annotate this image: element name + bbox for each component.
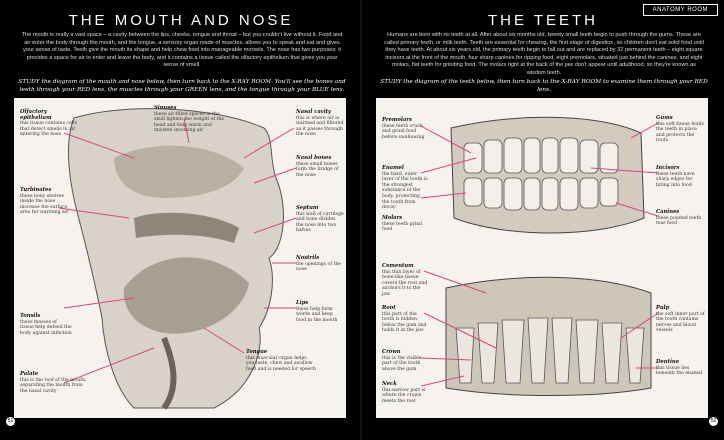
intro-text: Humans are born with no teeth at all. After about six months old, twenty small teeth begin to push through the gums. These are called primary teeth, or milk teeth. Teeth are essential for chewing, the first stage of digestion, so children don't eat solid food until they have teeth. At about six years old, the primary teeth begin to fall out and are replaced by 32 permanent teeth – eight square incisors at the front of the mouth, four sharp canines for ripping food, eight premolars, situated just behind the canines, and eight molars, flat teeth for grinding food. The molars right at the back of the jaw don't appear until adulthood, so they're known as wisdom teeth. — [384, 32, 704, 76]
label-lips: Lips these help form words and keep food in the mouth — [296, 300, 338, 323]
label-nostrils: Nostrils the openings of the nose — [296, 255, 342, 273]
right-page — [362, 0, 724, 440]
label-cementum: Cementum this thin layer of bone-like tissue covers the root and anchors it to the jaw — [382, 263, 428, 297]
label-sinuses: Sinuses these air-filled spaces in the skull lighten the weight of the head and help warm and moisten incoming air — [154, 105, 225, 134]
label-incisors: Incisors these teeth have sharp edges for biting into food — [656, 165, 695, 188]
label-pulp: Pulp the soft inner part of the tooth contains nerves and blood vessels — [656, 305, 705, 334]
label-olfactory-epithelium: Olfactory epithelium this tissue contains cells that detect smells in air entering the nose — [20, 109, 77, 138]
label-tonsils: Tonsils these masses of tissue help defend the body against infection — [20, 313, 72, 336]
label-septum: Septum this wall of cartilage and bone divides the nose into two halves — [296, 205, 344, 234]
page-title: THE MOUTH AND NOSE — [68, 12, 294, 29]
label-enamel: Enamel the hard, outer layer of the tooth is the strongest substance in the body, protecting the tooth from decay — [382, 165, 428, 211]
section-badge: ANATOMY ROOM — [643, 4, 718, 16]
page-number: 52 — [710, 418, 717, 424]
page-number: 51 — [7, 418, 14, 424]
label-canines: Canines these pointed teeth tear food — [656, 209, 702, 227]
page-title: THE TEETH — [487, 12, 599, 29]
study-instruction: STUDY the diagram of the mouth and nose below, then turn back to the X-RAY ROOM. You'll see the bones and teeth through your RED lens, the muscles through your GREEN lens, and the tongue through your BLUE lens. — [18, 79, 346, 93]
study-instruction: STUDY the diagram of the teeth below, then turn back to the X-RAY ROOM to examine them through your RED lens. — [380, 79, 708, 93]
label-turbinates: Turbinates these bony shelves inside the nose increase the surface area for warming air — [20, 187, 69, 216]
intro-text: The mouth is really a vast space – a cavity between the lips, cheeks, tongue and throat – but you couldn't live without it. Food and air enter the body through the mouth, and the tongue, a sensory organ made of muscles, allows you to speak and eat and gives your sense of taste. Teeth give the mouth its shape and help chew food into manageable morsels. The nose has two purposes: it provides a space for air to enter and leave the body, and it contains a tissue called the olfactory epithelium that gives you your sense of smell. — [21, 32, 343, 69]
label-tongue: Tongue this muscular organ helps you taste, chew and swallow food and is needed for speech — [246, 349, 316, 372]
label-root: Root this part of the tooth is hidden below the gum and holds it in the jaw — [382, 305, 427, 334]
label-palate: Palate this is the roof of the mouth, separating the mouth from the nasal cavity — [20, 371, 87, 394]
label-nasal-cavity: Nasal cavity this is where air is warmed and filtered as it passes through the nose — [296, 109, 344, 138]
label-molars: Molars these teeth grind food — [382, 215, 423, 233]
label-nasal-bones: Nasal bones these small bones form the bridge of the nose — [296, 155, 339, 178]
label-gums: Gums this soft tissue holds the teeth in place and protects the roots — [656, 115, 704, 144]
mouth-nose-diagram — [14, 98, 346, 418]
label-crown: Crown this is the visible part of the tooth above the gum — [382, 349, 422, 372]
label-premolars: Premolars these teeth crush and grind food before swallowing — [382, 117, 425, 140]
teeth-diagram — [376, 98, 708, 418]
label-dentine: Dentine this tissue lies beneath the enamel — [656, 359, 703, 377]
label-neck: Neck this narrow part is where the crown meets the root — [382, 381, 426, 404]
